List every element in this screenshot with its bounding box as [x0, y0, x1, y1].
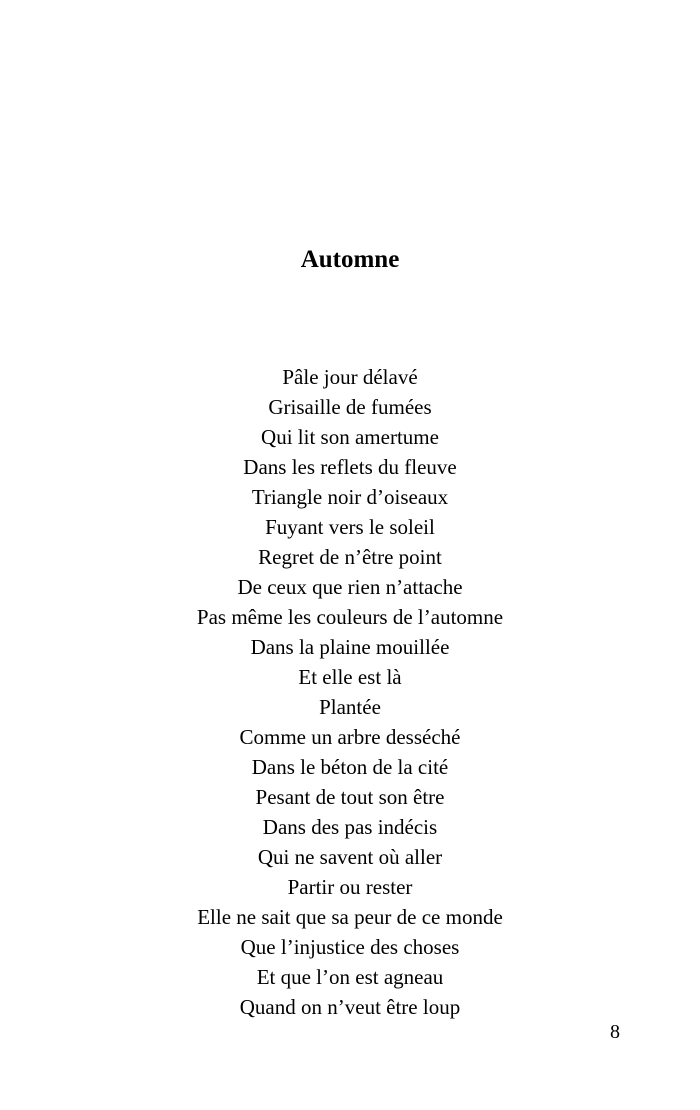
poem-line: Quand on n’veut être loup: [239, 995, 461, 1019]
poem-line: Fuyant vers le soleil: [265, 515, 435, 539]
poem-line: Comme un arbre desséché: [239, 725, 461, 749]
poem-body: [0, 362, 700, 1022]
poem-line: Dans le béton de la cité: [251, 755, 449, 779]
poem-line: Et que l’on est agneau: [256, 965, 444, 989]
poem-line: Pesant de tout son être: [255, 785, 445, 809]
poem-line: Et elle est là: [298, 665, 402, 689]
poem-line: Qui ne savent où aller: [257, 845, 443, 869]
poem-line: Triangle noir d’oiseaux: [251, 485, 449, 509]
poem-line: Regret de n’être point: [258, 545, 442, 569]
poem-line: Grisaille de fumées: [268, 395, 432, 419]
poem-line: Que l’injustice des choses: [240, 935, 460, 959]
poem-line: Dans la plaine mouillée: [250, 635, 450, 659]
poem-line: Partir ou rester: [287, 875, 413, 899]
poem-line: Pâle jour délavé: [282, 365, 418, 389]
poem-line: Pas même les couleurs de l’automne: [196, 605, 504, 629]
poem-line: Dans des pas indécis: [262, 815, 438, 839]
poem-title: Automne: [300, 246, 400, 273]
poem-line: Plantée: [319, 695, 381, 719]
poem-line: Qui lit son amertume: [261, 425, 439, 449]
poem-line: Elle ne sait que sa peur de ce monde: [197, 905, 503, 929]
poem-line: Dans les reflets du fleuve: [243, 455, 457, 479]
poem-line: De ceux que rien n’attache: [237, 575, 463, 599]
page-number: 8: [610, 1021, 620, 1043]
